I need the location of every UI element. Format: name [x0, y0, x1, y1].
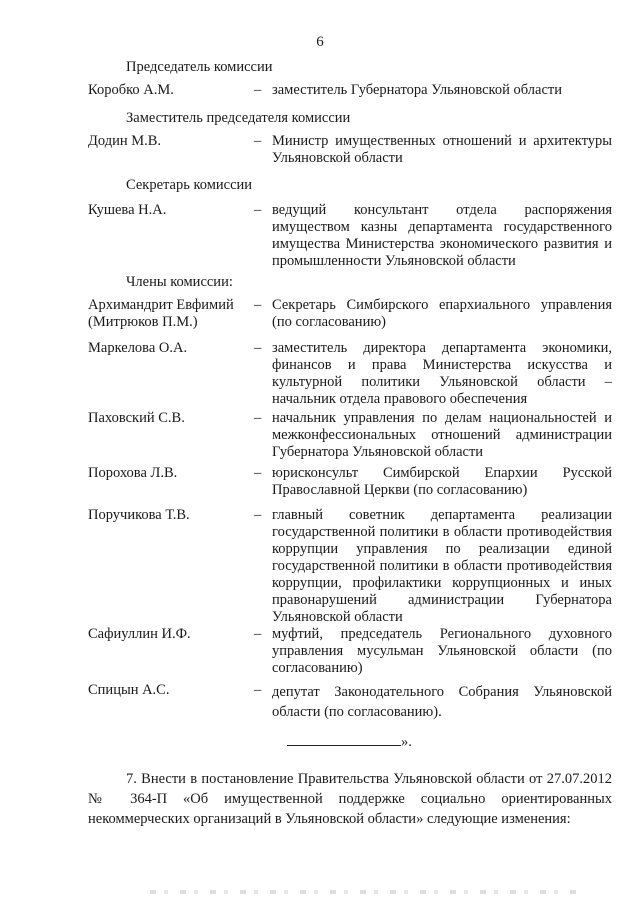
closing-quote: ». [401, 734, 412, 750]
member-role: ведущий консультант отдела распоряжения имуществом казны департамента государственного имущества Министерства экономического развития и промышленности Ульяновской области [272, 202, 612, 269]
member-role: Министр имущественных отношений и архитектуры Ульяновской области [272, 133, 612, 166]
member-name: Порохова Л.В. [88, 465, 178, 481]
secretary-heading: Секретарь комиссии [126, 177, 253, 193]
member-role: заместитель Губернатора Ульяновской области [272, 82, 562, 98]
member-role: начальник управления по делам национальностей и межконфессиональных отношений администрации Губернатора Ульяновской области [272, 410, 612, 460]
member-name: Кушева Н.А. [88, 202, 167, 218]
dash-separator: – [254, 410, 262, 426]
dash-separator: – [254, 465, 262, 481]
dash-separator: – [254, 202, 262, 218]
chairman-heading: Председатель комиссии [126, 59, 273, 75]
member-role: Секретарь Симбирского епархиального управления (по согласованию) [272, 297, 612, 330]
dash-separator: – [254, 82, 262, 98]
member-role: главный советник департамента реализации государственной политики в области противодействия коррупции управления по реализации единой государственной политики в области противодействия коррупции, профилактики коррупционных и иных правонарушений администрации Губернатора Ульяновской области [272, 507, 612, 625]
dash-separator: – [254, 340, 262, 356]
member-role: депутат Законодательного Собрания Ульяновской области (по согласованию). [272, 684, 612, 720]
member-name: Спицын А.С. [88, 682, 170, 698]
members-heading: Члены комиссии: [126, 274, 233, 290]
dash-separator: – [254, 507, 262, 523]
underline-divider [287, 733, 401, 746]
member-name: Поручикова Т.В. [88, 507, 190, 523]
closing-line [287, 733, 412, 751]
dash-separator: – [254, 682, 262, 698]
deputy-heading: Заместитель председателя комиссии [126, 110, 351, 126]
member-name: Паховский С.В. [88, 410, 185, 426]
page-number: 6 [316, 34, 324, 50]
paragraph-7: 7. Внести в постановление Правительства Ульяновской области от 27.07.2012 № 364-П «Об имущественной поддержке социально ориентированных некоммерческих организаций в Ульяновской области» следующие изменения: [88, 771, 612, 827]
member-name: Додин М.В. [88, 133, 162, 149]
member-name: Сафиуллин И.Ф. [88, 626, 191, 642]
dash-separator: – [254, 626, 262, 642]
dash-separator: – [254, 133, 262, 149]
member-name: Коробко А.М. [88, 82, 174, 98]
member-name: Архимандрит Евфимий (Митрюков П.М.) [88, 297, 234, 330]
scan-artifact [150, 890, 580, 894]
member-name: Маркелова О.А. [88, 340, 188, 356]
member-role: муфтий, председатель Регионального духовного управления мусульман Ульяновской области (по согласованию) [272, 626, 612, 676]
member-role: заместитель директора департамента экономики, финансов и права Министерства искусства и культурной политики Ульяновской области – начальник отдела правового обеспечения [272, 340, 612, 407]
dash-separator: – [254, 297, 262, 313]
member-role: юрисконсульт Симбирской Епархии Русской Православной Церкви (по согласованию) [272, 465, 612, 498]
